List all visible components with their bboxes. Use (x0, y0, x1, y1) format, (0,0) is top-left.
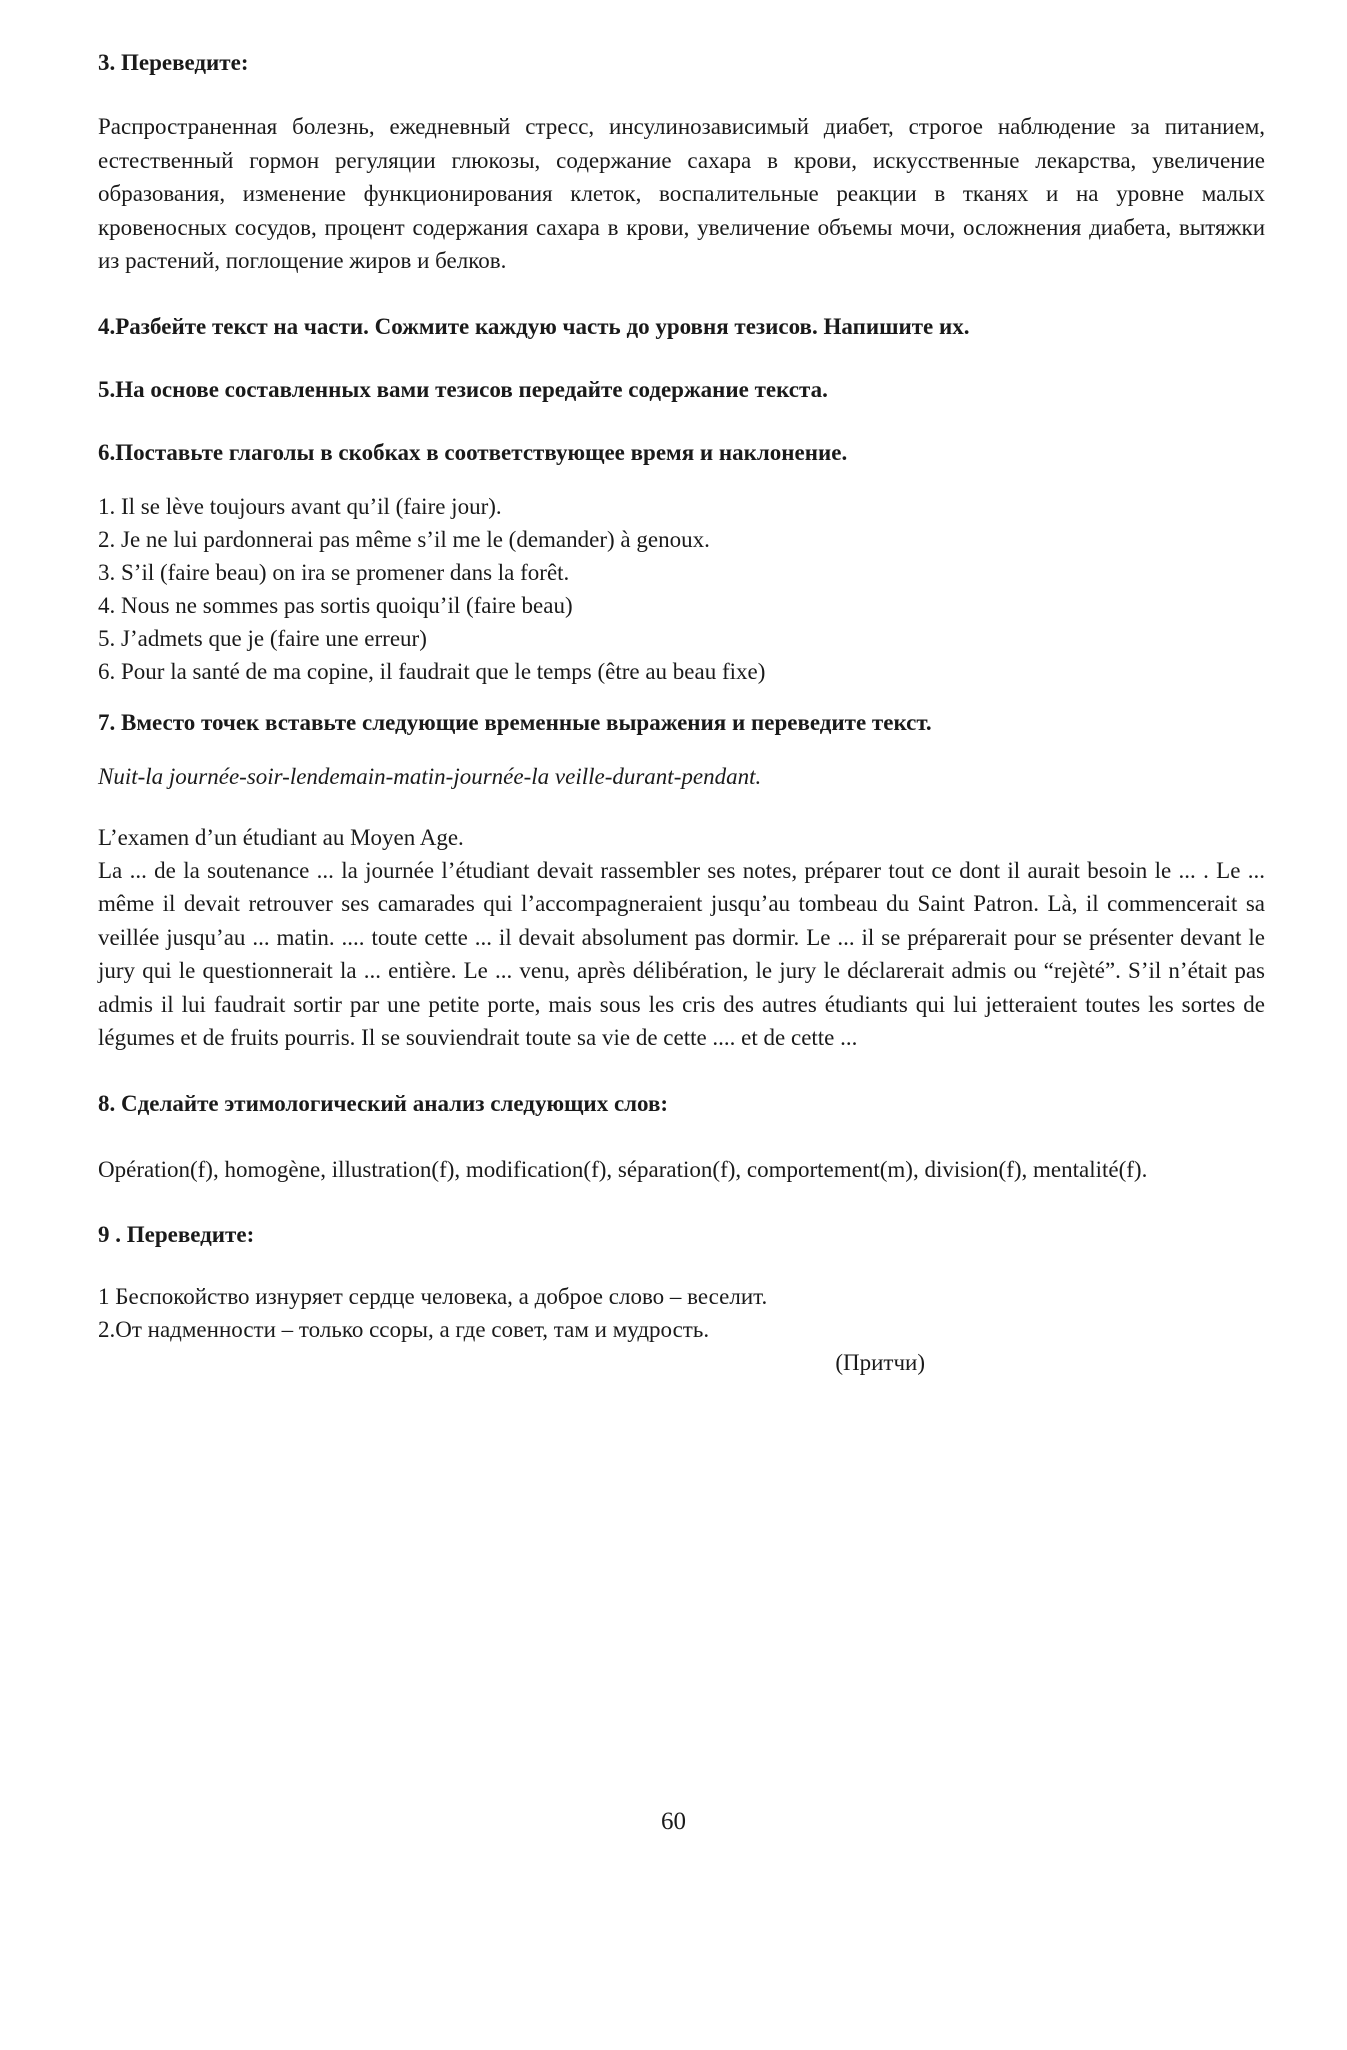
section-9-attribution: (Притчи) (835, 1350, 925, 1375)
list-item: 2.От надменности – только ссоры, а где совет, там и мудрость. (98, 1317, 710, 1342)
page-number: 60 (661, 1808, 686, 1835)
list-item: 2. Je ne lui pardonnerai pas même s’il me le (demander) à genoux. (98, 526, 710, 552)
section-7-text-title: L’examen d’un étudiant au Moyen Age. (98, 824, 464, 850)
section-9-list (98, 1280, 1265, 1346)
section-8-heading: 8. Сделайте этимологический анализ следующих слов: (98, 1090, 669, 1116)
section-3-body: Распространенная болезнь, ежедневный стресс, инсулинозависимый диабет, строгое наблюдение за питанием, естественный гормон регуляции глюкозы, содержание сахара в крови, искусственные лекарства, увеличение образования, изменение функционирования клеток, воспалительные реакции в тканях и на уровне малых кровеносных сосудов, процент содержания сахара в крови, увеличение объемы мочи, осложнения диабета, вытяжки из растений, поглощение жиров и белков. (98, 114, 1265, 273)
list-item: 1. Il se lève toujours avant qu’il (faire jour). (98, 493, 502, 519)
section-7-expressions: Nuit-la journée-soir-lendemain-matin-journée-la veille-durant-pendant. (98, 763, 762, 789)
section-9-heading: 9 . Переведите: (98, 1222, 255, 1247)
list-item: 3. S’il (faire beau) on ira se promener dans la forêt. (98, 559, 570, 585)
section-3-heading: 3. Переведите: (98, 50, 249, 75)
list-item: 4. Nous ne sommes pas sortis quoiqu’il (faire beau) (98, 592, 573, 618)
list-item: 5. J’admets que je (faire une erreur) (98, 625, 427, 651)
section-7-heading: 7. Вместо точек вставьте следующие временные выражения и переведите текст. (98, 709, 932, 735)
list-item: 6. Pour la santé de ma copine, il faudrait que le temps (être au beau fixe) (98, 658, 766, 684)
section-6-heading: 6.Поставьте глаголы в скобках в соответствующее время и наклонение. (98, 439, 848, 465)
section-4-heading: 4.Разбейте текст на части. Сожмите каждую часть до уровня тезисов. Напишите их. (98, 313, 970, 339)
list-item: 1 Беспокойство изнуряет сердце человека, а доброе слово – веселит. (98, 1284, 768, 1309)
section-7-text-body: La ... de la soutenance ... la journée l’étudiant devait rassembler ses notes, préparer tout ce dont il aurait besoin le ... . Le ... même il devait retrouver ses camarades qui l’accompagneraient jusqu’au tombeau du Saint Patron. Là, il commencerait sa veillée jusqu’au ... matin. .... toute cette ... il devait absolument pas dormir. Le ... il se préparerait pour se présenter devant le jury qui le questionnerait la ... entière. Le ... venu, après délibération, le jury le déclarerait admis ou “rejèté”. S’il n’était pas admis il lui faudrait sortir par une petite porte, mais sous les cris des autres étudiants qui lui jetteraient toutes les sortes de légumes et de fruits pourris. Il se souviendrait toute sa vie de cette .... et de cette ... (98, 857, 1265, 1050)
section-8-body: Opération(f), homogène, illustration(f), modification(f), séparation(f), comportement(m), division(f), mentalité(f). (98, 1156, 1148, 1182)
section-6-list (98, 490, 1265, 688)
section-5-heading: 5.На основе составленных вами тезисов передайте содержание текста. (98, 376, 828, 402)
